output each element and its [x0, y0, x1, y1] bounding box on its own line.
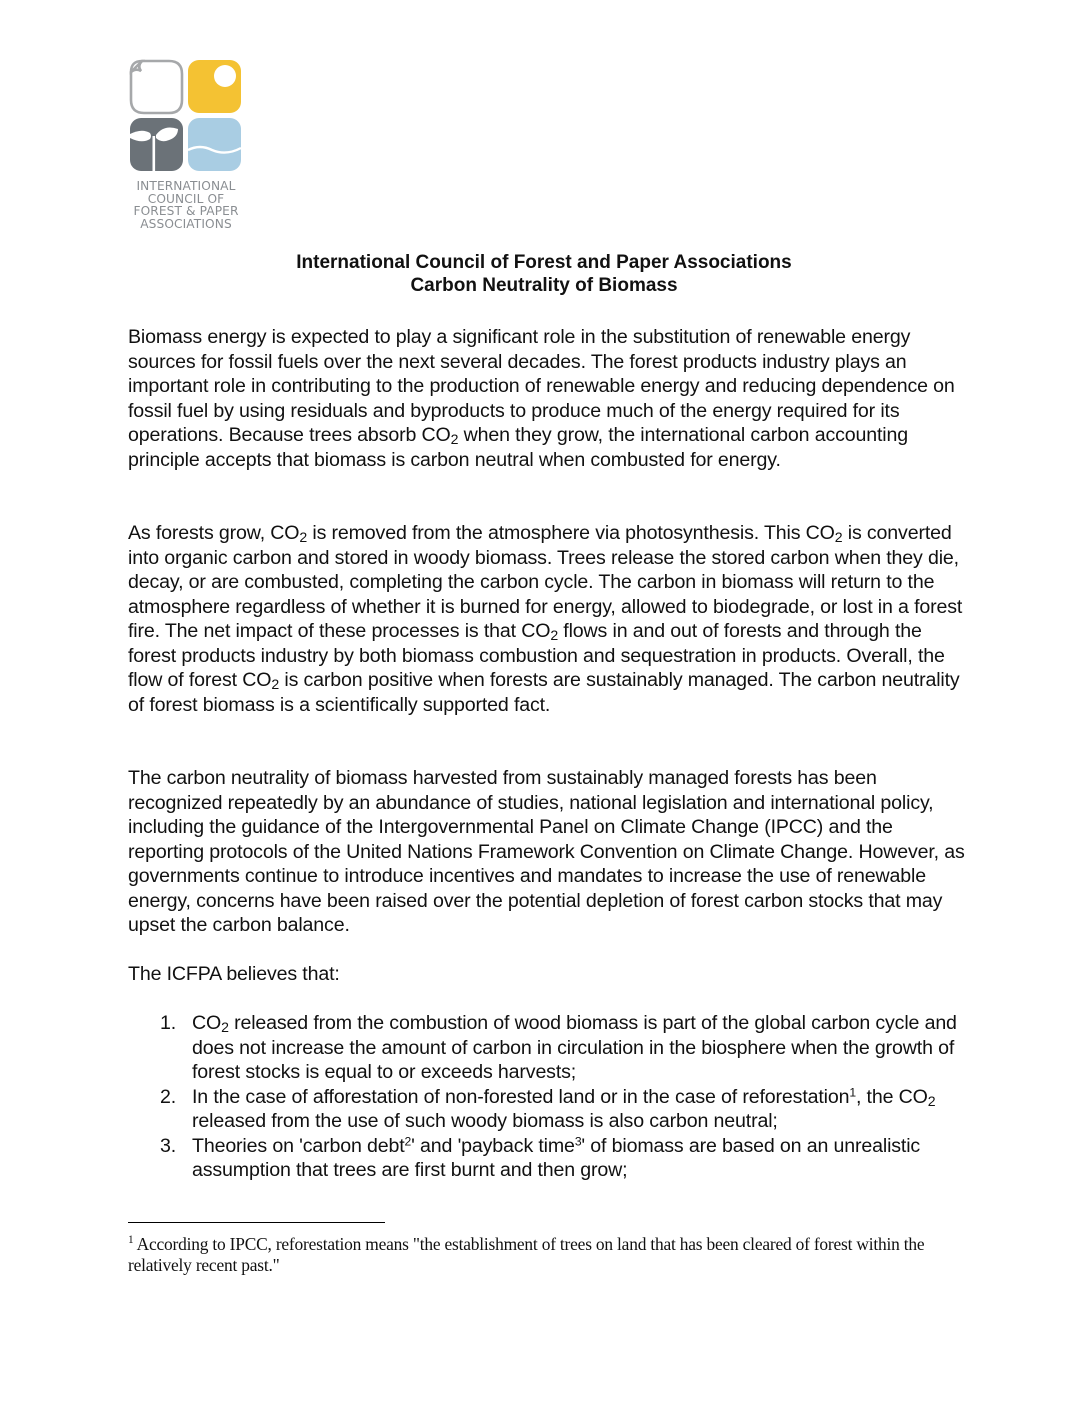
icfpa-logo: [128, 58, 244, 230]
text-run: Biomass energy is expected to play a significant role in the substitution of renewable energy sources for fossil fuels over the next several decades. The forest products industry plays an important role in contributing to the production of renewable energy and reducing dependence on fossil fuel by using residuals and byproducts to produce much of the energy required for its operations. Because trees absorb CO: [128, 326, 955, 446]
text-run: CO: [192, 1012, 222, 1034]
text-run: The ICFPA believes that:: [128, 963, 340, 985]
logo-line: INTERNATIONAL: [136, 179, 236, 193]
text-run: flows in and out of forests and through the forest products industry by both biomass combustion and sequestration in products. Overall, the flow of forest CO: [128, 620, 945, 691]
paragraph-beliefs-intro: [128, 962, 968, 987]
subscript: 2: [299, 529, 308, 546]
footnote-text: According to IPCC, reforestation means "the establishment of trees on land that has been cleared of forest within the relatively recent past.": [128, 1234, 925, 1275]
text-run: The carbon neutrality of biomass harvested from sustainably managed forests has been recognized repeatedly by an abundance of studies, national legislation and international policy, including the guidance of the Intergovernmental Panel on Climate Change (IPCC) and the reporting protocols of the United Nations Framework Convention on Climate Change. However, as governments continue to introduce incentives and mandates to increase the use of renewable energy, concerns have been raised over the potential depletion of forest carbon stocks that may upset the carbon balance.: [128, 767, 965, 936]
subscript: 2: [834, 529, 843, 546]
text-run: Theories on 'carbon debt: [192, 1134, 405, 1157]
text-run: is carbon positive when forests are sustainably managed. The carbon neutrality of forest biomass is a scientifically supported fact.: [128, 669, 960, 716]
paragraph-carbon-cycle: [128, 521, 968, 717]
logo-wordmark: [128, 180, 244, 230]
text-run: when they grow, the international carbon accounting principle accepts that biomass is carbon neutral when combusted for energy.: [128, 424, 908, 471]
text-run: As forests grow, CO: [128, 522, 300, 544]
footnote-1: [128, 1234, 948, 1275]
logo-line: ASSOCIATIONS: [140, 216, 232, 231]
sun-icon: [188, 60, 241, 113]
text-run: is removed from the atmosphere via photosynthesis. This CO: [307, 522, 835, 544]
text-run: , the CO: [855, 1085, 928, 1108]
paragraph-recognition: [128, 766, 968, 938]
list-number: 1.: [160, 1012, 177, 1034]
title-subject: Carbon Neutrality of Biomass: [410, 274, 678, 296]
paragraph-intro: [128, 325, 968, 472]
text-run: is converted into organic carbon and stored in woody biomass. Trees release the stored carbon when they die, decay, or are combusted, completing the carbon cycle. The carbon in biomass will return to the atmosphere regardless of whether it is burned for energy, allowed to biodegrade, or lost in a forest fire. The net impact of these processes is that CO: [128, 522, 963, 642]
list-item: [160, 1011, 970, 1085]
sprout-icon: [130, 118, 183, 171]
footnote-reference[interactable]: 1: [849, 1084, 856, 1099]
footnote-marker: 1: [128, 1234, 134, 1247]
list-number: 3.: [160, 1134, 177, 1157]
list-number: 2.: [160, 1085, 177, 1108]
footnote-divider: [128, 1222, 385, 1223]
footnote-reference[interactable]: 2: [404, 1133, 412, 1148]
logo-line: COUNCIL OF: [147, 191, 225, 206]
subscript: 2: [550, 627, 559, 644]
paper-icon: [131, 61, 182, 113]
logo-line: FOREST & PAPER: [133, 204, 239, 219]
subscript: 2: [927, 1092, 936, 1109]
list-item: [160, 1085, 970, 1134]
beliefs-list: [160, 1011, 970, 1183]
text-run: released from the use of such woody biomass is also carbon neutral;: [192, 1110, 778, 1132]
water-icon: [188, 118, 241, 171]
subscript: 2: [221, 1019, 229, 1036]
subscript: 2: [271, 676, 280, 693]
title-organization: International Council of Forest and Paper Associations: [296, 252, 792, 273]
list-item: [160, 1134, 970, 1183]
text-run: ' and 'payback time: [411, 1134, 575, 1157]
footnote-reference[interactable]: 3: [574, 1133, 582, 1148]
text-run: released from the combustion of wood biomass is part of the global carbon cycle and does not increase the amount of carbon in circulation in the biosphere when the growth of forest stocks is equal to or exceeds harvests;: [192, 1012, 957, 1083]
text-run: ' of biomass are based on an unrealistic assumption that trees are first burnt and then grow;: [192, 1134, 921, 1181]
text-run: In the case of afforestation of non-forested land or in the case of reforestation: [192, 1085, 850, 1108]
document-title: [0, 252, 1088, 297]
logo-mark: [128, 58, 244, 174]
subscript: 2: [450, 431, 459, 448]
